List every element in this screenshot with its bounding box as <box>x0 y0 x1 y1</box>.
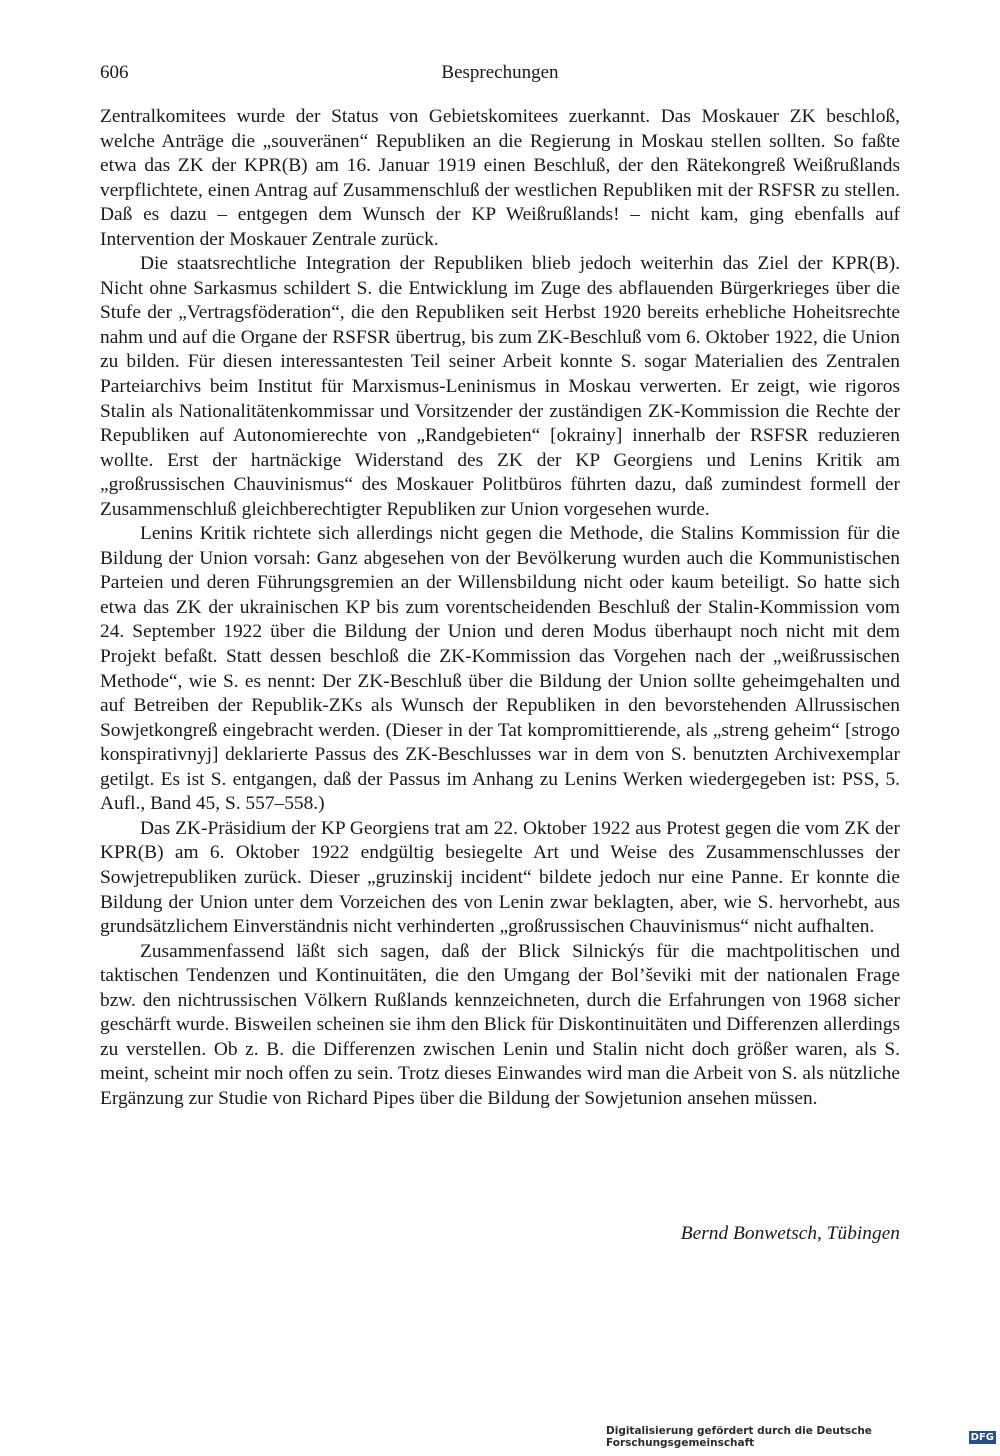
paragraph-2: Die staatsrechtliche Integration der Republiken blieb jedoch weiterhin das Ziel der KPR(B). Nicht ohne Sarkasmus schildert S. die Entwicklung im Zuge des abflauenden Bürgerkrieges über die Stufe der „Vertragsföderation“, die den Republiken seit Herbst 1920 bereits erhebliche Hoheitsrechte nahm und auf die Organe der RSFSR übertrug, bis zum ZK-Beschluß vom 6. Oktober 1922, die Union zu bilden. Für diesen interessantesten Teil seiner Arbeit konnte S. sogar Materialien des Zentralen Parteiarchivs beim Institut für Marxismus-Leninismus in Moskau verwerten. Er zeigt, wie rigoros Stalin als Nationalitätenkommissar und Vorsitzender der zuständigen ZK-Kommission die Rechte der Republiken auf Autonomierechte von „Randgebieten“ [okrainy] innerhalb der RSFSR reduzieren wollte. Erst der hartnäckige Widerstand des ZK der KP Georgiens und Lenins Kritik am „großrussischen Chauvinismus“ des Moskauer Politbüros führten dazu, daß zumindest formell der Zusammenschluß gleichberechtigter Republiken zur Union vorgesehen wurde. <box>100 253 900 520</box>
digitization-credit-text: Digitalisierung gefördert durch die Deutsche Forschungsgemeinschaft <box>606 1425 872 1449</box>
article-body <box>100 105 900 1111</box>
page-number: 606 <box>100 62 129 83</box>
running-head: Besprechungen <box>441 62 559 83</box>
digitization-credit <box>606 1425 1000 1449</box>
reviewer-signature: Bernd Bonwetsch, Tübingen <box>680 1223 900 1244</box>
paragraph-4: Das ZK-Präsidium der KP Georgiens trat am 22. Oktober 1922 aus Protest gegen die vom ZK der KPR(B) am 6. Oktober 1922 endgültig besiegelte Art und Weise des Zusammenschlusses der Sowjetrepubliken zurück. Dieser „gruzinskij incident“ bildete jedoch nur eine Panne. Er konnte die Bildung der Union unter dem Vorzeichen des von Lenin zwar beklagten, aber, wie S. hervorhebt, aus grundsätzlichem Einverständnis nicht verhinderten „großrussischen Chauvinismus“ nicht aufhalten. <box>100 817 900 938</box>
dfg-logo: DFG <box>970 1431 994 1443</box>
paragraph-5: Zusammenfassend läßt sich sagen, daß der Blick Silnickýs für die machtpolitischen und taktischen Tendenzen und Kontinuitäten, die den Umgang der Bol’ševiki mit der nationalen Frage bzw. den nichtrussischen Völkern Rußlands kennzeichneten, durch die Erfahrungen von 1968 sicher geschärft wurde. Bisweilen scheinen sie ihm den Blick für Diskontinuitäten und Differenzen allerdings zu verstellen. Ob z. B. die Differenzen zwischen Lenin und Stalin nicht doch größer waren, als S. meint, scheint mir noch offen zu sein. Trotz dieses Einwandes wird man die Arbeit von S. als nützliche Ergänzung zur Studie von Richard Pipes über die Bildung der Sowjetunion ansehen müssen. <box>100 940 900 1109</box>
paragraph-1: Zentralkomitees wurde der Status von Gebietskomitees zuerkannt. Das Moskauer ZK beschloß, welche Anträge die „souveränen“ Republiken an die Regierung in Moskau stellen sollten. So faßte etwa das ZK der KPR(B) am 16. Januar 1919 einen Beschluß, der den Rätekongreß Weißrußlands verpflichtete, einen Antrag auf Zusammenschluß der westlichen Republiken mit der RSFSR zu stellen. Daß es dazu – entgegen dem Wunsch der KP Weißrußlands! – nicht kam, ging ebenfalls auf Intervention der Moskauer Zentrale zurück. <box>100 106 900 250</box>
paragraph-3: Lenins Kritik richtete sich allerdings nicht gegen die Methode, die Stalins Kommission für die Bildung der Union vorsah: Ganz abgesehen von der Bevölkerung wurden auch die Kommunistischen Parteien und deren Führungsgremien an der Willensbildung nicht oder kaum beteiligt. So hatte sich etwa das ZK der ukrainischen KP bis zum vorentscheidenden Beschluß der Stalin-Kommission vom 24. September 1922 über die Bildung der Union und deren Modus überhaupt noch nicht mit dem Projekt befaßt. Statt dessen beschloß die ZK-Kommission das Vorgehen nach der „weißrussischen Methode“, wie S. es nennt: Der ZK-Beschluß über die Bildung der Union sollte geheimgehalten und auf Betreiben der Republik-ZKs als Wunsch der Republiken in den bevorstehenden Allrussischen Sowjetkongreß eingebracht werden. (Dieser in der Tat kompromittierende, als „streng geheim“ [strogo konspirativnyj] deklarierte Passus des ZK-Beschlusses war in dem von S. benutzten Archivexemplar getilgt. Es ist S. entgangen, daß der Passus im Anhang zu Lenins Werken wiedergegeben ist: PSS, 5. Aufl., Band 45, S. 557–558.) <box>100 523 900 815</box>
page-header <box>100 60 900 86</box>
